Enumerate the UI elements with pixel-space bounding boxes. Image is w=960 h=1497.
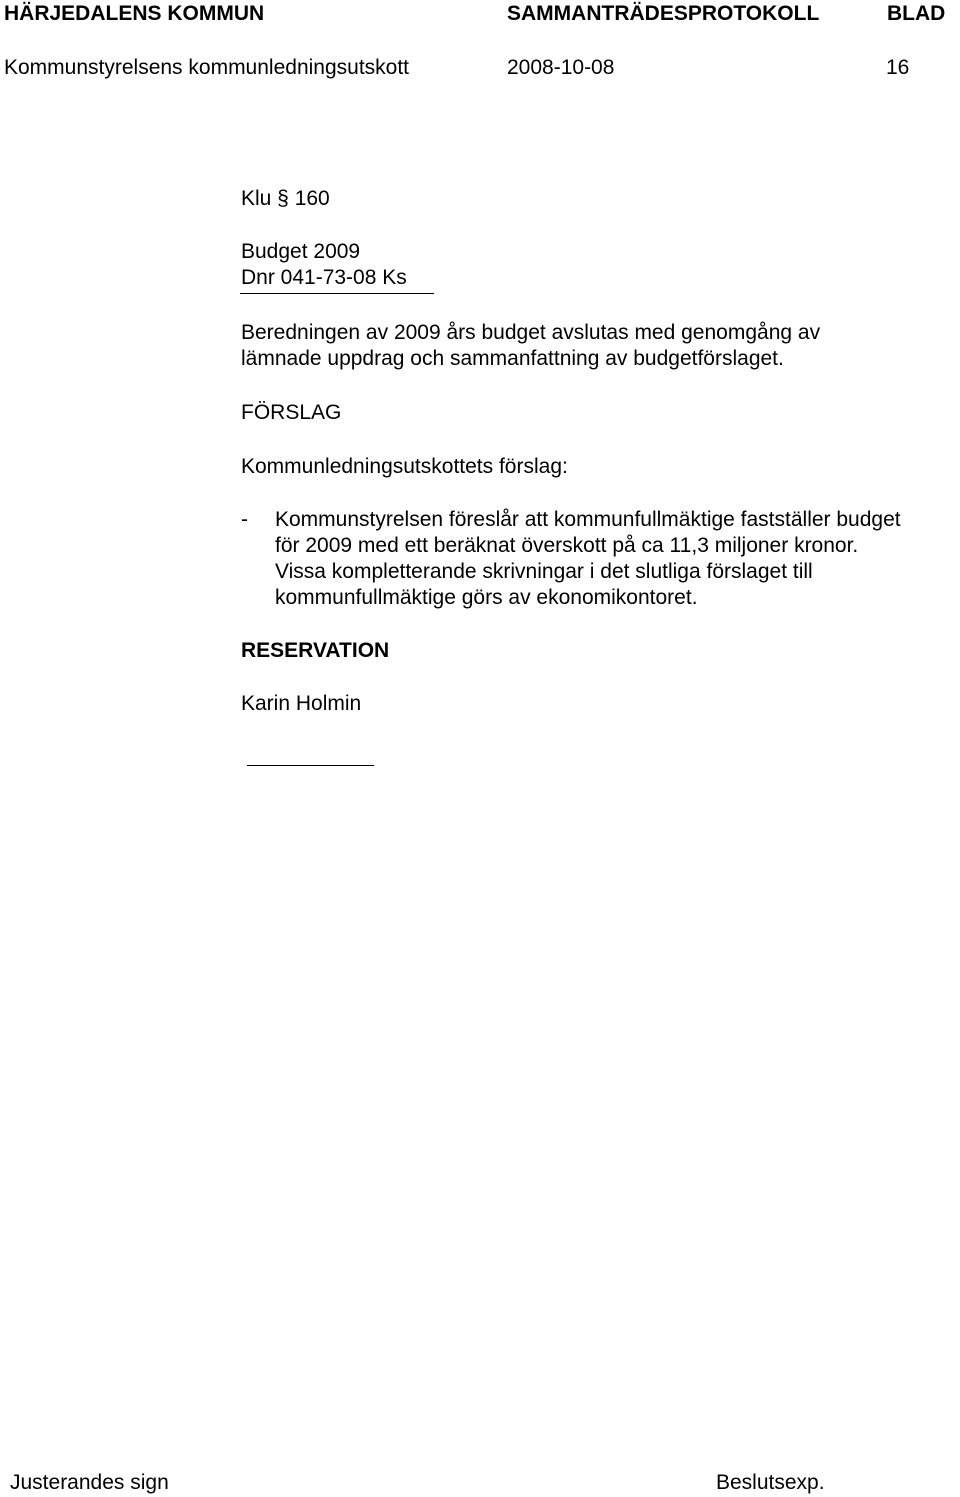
paragraph-ref: Klu § 160 xyxy=(241,187,330,210)
bullet-line-3: Vissa kompletterande skrivningar i det slutliga förslaget till xyxy=(275,560,813,583)
section-title: Budget 2009 xyxy=(241,240,361,263)
bullet-line-2: för 2009 med ett beräknat överskott på ca 11,3 miljoner kronor. xyxy=(275,534,859,557)
reservation-heading: RESERVATION xyxy=(241,639,390,662)
diary-number: Dnr 041-73-08 Ks xyxy=(241,266,407,289)
title-underline xyxy=(240,293,434,294)
signature-line xyxy=(247,765,374,766)
justerandes-sign-label: Justerandes sign xyxy=(10,1471,169,1494)
forslag-heading: FÖRSLAG xyxy=(241,401,342,424)
intro-line-1: Beredningen av 2009 års budget avslutas med genomgång av xyxy=(241,321,821,344)
beslutsexp-label: Beslutsexp. xyxy=(716,1471,825,1494)
reservation-name: Karin Holmin xyxy=(241,692,362,715)
municipality-name: HÄRJEDALENS KOMMUN xyxy=(4,2,265,25)
forslag-source: Kommunledningsutskottets förslag: xyxy=(241,455,568,478)
bullet-line-4: kommunfullmäktige görs av ekonomikontoret. xyxy=(275,586,698,609)
page-number: 16 xyxy=(886,56,910,79)
bullet-dash: - xyxy=(241,508,248,531)
meeting-date: 2008-10-08 xyxy=(507,56,615,79)
committee-name: Kommunstyrelsens kommunledningsutskott xyxy=(4,56,410,79)
intro-line-2: lämnade uppdrag och sammanfattning av budgetförslaget. xyxy=(241,347,784,370)
blad-label: BLAD xyxy=(887,2,946,25)
document-type: SAMMANTRÄDESPROTOKOLL xyxy=(507,2,820,25)
bullet-line-1: Kommunstyrelsen föreslår att kommunfullmäktige fastställer budget xyxy=(275,508,901,531)
